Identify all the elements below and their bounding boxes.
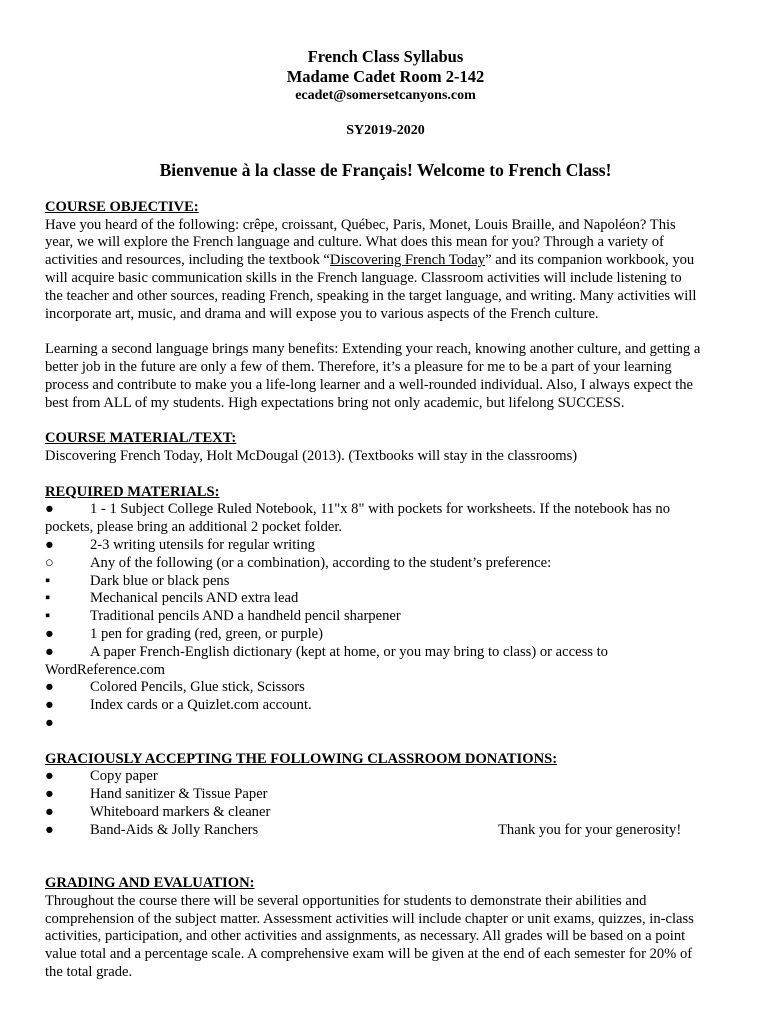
- list-item-continuation: WordReference.com: [45, 661, 165, 678]
- course-objective-heading: COURSE OBJECTIVE:: [45, 198, 199, 215]
- objective-line: the teacher and other sources, reading French, speaking in the target language, and writing. Many activities will: [45, 287, 697, 304]
- list-item: [45, 608, 726, 626]
- list-item: [45, 804, 726, 822]
- objective-line: [45, 252, 726, 270]
- grading-line: Throughout the course there will be several opportunities for students to demonstrate their abilities and: [45, 892, 647, 909]
- list-item-text: 1 - 1 Subject College Ruled Notebook, 11"x 8" with pockets for worksheets. If the notebook has no: [90, 501, 671, 518]
- list-item-text: 2-3 writing utensils for regular writing: [90, 536, 315, 553]
- list-item-text: Copy paper: [90, 768, 158, 785]
- bullet: ●: [45, 697, 54, 714]
- grading-line: value total and a percentage scale. A comprehensive exam will be given at the end of each semester for 20% of: [45, 946, 693, 963]
- list-item-text: Dark blue or black pens: [90, 572, 230, 589]
- thank-you-note: Thank you for your generosity!: [498, 821, 682, 838]
- list-item: [45, 715, 726, 733]
- bullet: ▪: [45, 590, 51, 607]
- bullet: ●: [45, 536, 54, 553]
- course-material-heading: COURSE MATERIAL/TEXT:: [45, 430, 237, 447]
- grading-line: activities, participation, and other activities and assignments, as necessary. All grades will be based on a point: [45, 928, 686, 945]
- list-item-text: Index cards or a Quizlet.com account.: [90, 697, 312, 714]
- list-item: [45, 573, 726, 591]
- bullet: ●: [45, 768, 54, 785]
- bullet: ●: [45, 501, 54, 518]
- list-item: [45, 626, 726, 644]
- materials-list: [45, 679, 726, 732]
- list-item: [45, 786, 726, 804]
- bullet: ●: [45, 679, 54, 696]
- bullet: ○: [45, 554, 54, 571]
- required-materials-heading: REQUIRED MATERIALS:: [45, 483, 220, 500]
- list-item: [45, 697, 726, 715]
- list-item: [45, 555, 726, 573]
- list-item-text: A paper French-English dictionary (kept at home, or you may bring to class) or access to: [90, 643, 608, 660]
- donations-heading: GRACIOUSLY ACCEPTING THE FOLLOWING CLASSROOM DONATIONS:: [45, 750, 558, 767]
- bullet: ▪: [45, 608, 51, 625]
- list-item-text: Mechanical pencils AND extra lead: [90, 590, 299, 607]
- course-material-text: Discovering French Today, Holt McDougal (2013). (Textbooks will stay in the classrooms): [45, 447, 578, 464]
- document-title: French Class Syllabus: [307, 47, 464, 66]
- objective-text: ” and its companion workbook, you: [485, 252, 695, 269]
- grading-line: the total grade.: [45, 964, 133, 981]
- grading-heading: GRADING AND EVALUATION:: [45, 875, 255, 892]
- teacher-email: ecadet@somersetcanyons.com: [295, 88, 476, 103]
- materials-list: [45, 537, 726, 644]
- benefits-line: best from ALL of my students. High expectations bring not only academic, but lifelong SUCCESS.: [45, 394, 625, 411]
- list-item-text: Any of the following (or a combination), according to the student’s preference:: [90, 554, 552, 571]
- bullet: ●: [45, 786, 54, 803]
- list-item-continuation: pockets, please bring an additional 2 pocket folder.: [45, 519, 343, 536]
- school-year: SY2019-2020: [346, 123, 425, 138]
- list-item-text: Hand sanitizer & Tissue Paper: [90, 786, 268, 803]
- list-item: [45, 768, 726, 786]
- list-item: [45, 679, 726, 697]
- teacher-room: Madame Cadet Room 2-142: [286, 67, 485, 86]
- bullet: ●: [45, 643, 54, 660]
- benefits-line: process and contribute to make you a life-long learner and a well-rounded individual. Also, I always expect the: [45, 376, 693, 393]
- list-item: [45, 537, 726, 555]
- bullet: ●: [45, 821, 54, 838]
- objective-text: activities and resources, including the textbook “: [45, 252, 330, 269]
- objective-line: Have you heard of the following: crêpe, croissant, Québec, Paris, Monet, Louis Braille, and Napoléon? This: [45, 216, 676, 233]
- list-item-text: Colored Pencils, Glue stick, Scissors: [90, 679, 305, 696]
- objective-line: will acquire basic communication skills in the French language. Classroom activities will include listening to: [45, 269, 682, 286]
- bullet: ●: [45, 714, 54, 731]
- objective-line: year, we will explore the French language and culture. What does this mean for you? Through a variety of: [45, 234, 664, 251]
- list-item-text: 1 pen for grading (red, green, or purple): [90, 625, 324, 642]
- list-item-text: Whiteboard markers & cleaner: [90, 803, 271, 820]
- objective-line: incorporate art, music, and drama and will expose you to various aspects of the French culture.: [45, 305, 599, 322]
- list-item: [45, 501, 726, 519]
- list-item: [45, 822, 726, 840]
- list-item: [45, 644, 726, 662]
- bullet: ●: [45, 625, 54, 642]
- list-item-text: Band-Aids & Jolly Ranchers: [90, 821, 259, 838]
- bullet: ▪: [45, 572, 51, 589]
- list-item-text: Traditional pencils AND a handheld pencil sharpener: [90, 608, 401, 625]
- syllabus-page: [45, 47, 726, 982]
- textbook-title: Discovering French Today: [329, 252, 486, 269]
- bullet: ●: [45, 803, 54, 820]
- benefits-line: better job in the future are only a few of them. Therefore, it’s a pleasure for me to be a part of your learning: [45, 358, 672, 375]
- benefits-line: Learning a second language brings many benefits: Extending your reach, knowing another culture, and getting a: [45, 341, 701, 358]
- grading-line: comprehension of the subject matter. Assessment activities will include chapter or unit exams, quizzes, in-class: [45, 910, 694, 927]
- welcome-heading: Bienvenue à la classe de Français! Welcome to French Class!: [159, 159, 612, 180]
- list-item: [45, 590, 726, 608]
